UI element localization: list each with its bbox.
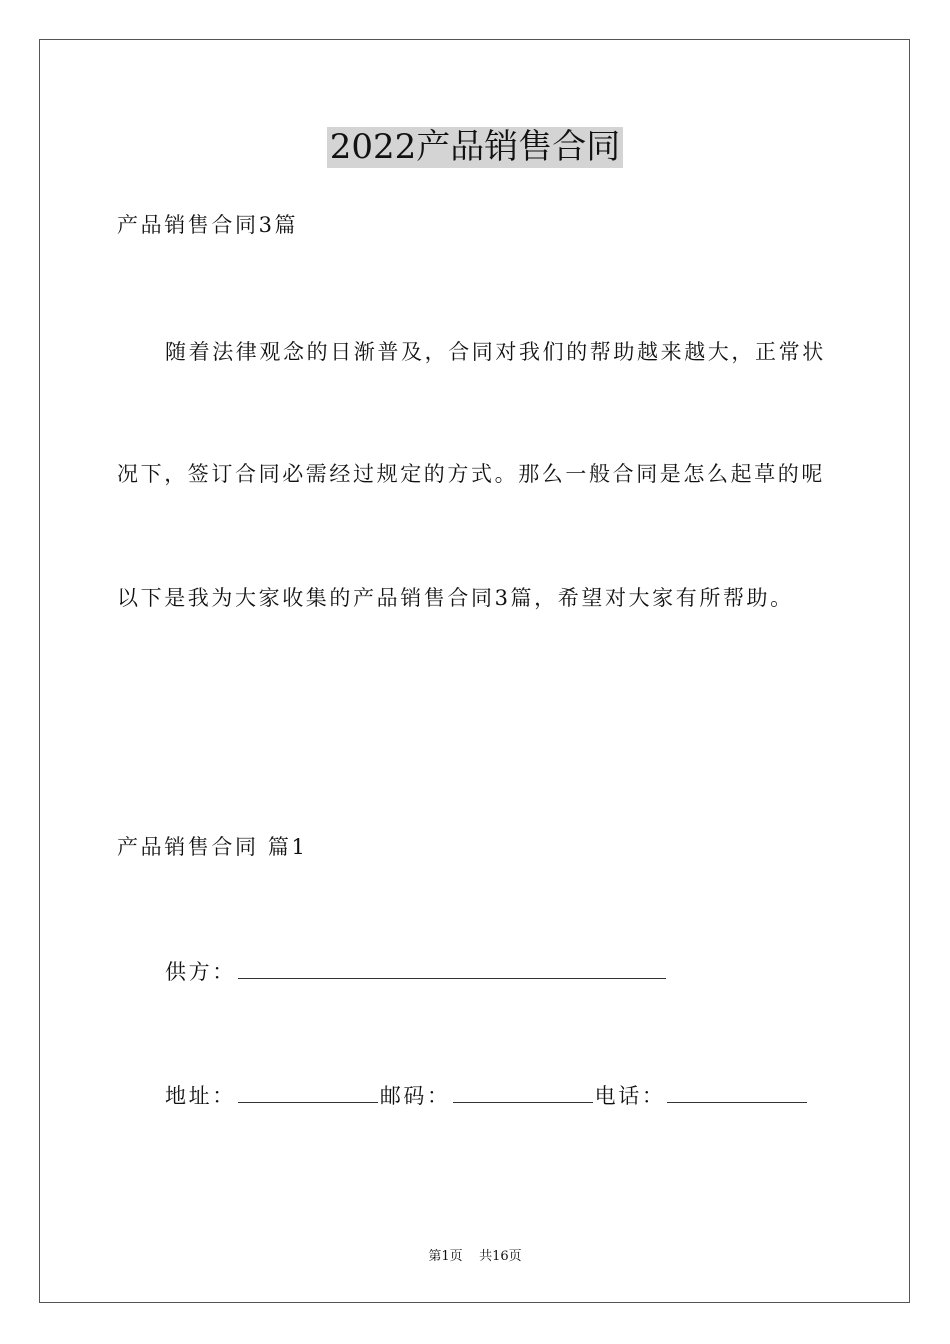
supplier-row [165,958,668,986]
postcode-label: 邮码： [379,1084,451,1108]
page-footer: 第1页 共16页 [428,1249,522,1264]
title-container [0,127,950,168]
supplier-field[interactable] [238,958,666,979]
intro-line-3: 以下是我为大家收集的产品销售合同3篇，希望对大家有所帮助。 [117,586,794,610]
contact-row [165,1082,809,1110]
phone-field[interactable] [667,1082,807,1103]
phone-label: 电话： [594,1084,666,1108]
intro-line-2: 况下，签订合同必需经过规定的方式。那么一般合同是怎么起草的呢 [117,462,825,486]
document-title: 2022产品销售合同 [327,127,624,168]
document-subtitle: 产品销售合同3篇 [117,213,299,237]
address-label: 地址： [165,1084,236,1108]
supplier-label: 供方： [165,960,236,984]
intro-line-1: 随着法律观念的日渐普及，合同对我们的帮助越来越大，正常状 [165,340,826,364]
address-field[interactable] [238,1082,378,1103]
postcode-field[interactable] [453,1082,593,1103]
section-heading: 产品销售合同 篇1 [117,835,308,859]
